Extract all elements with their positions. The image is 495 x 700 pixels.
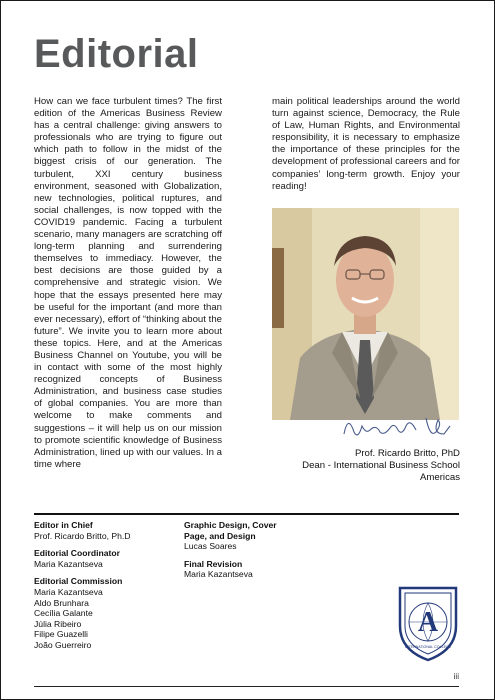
design-role-cont: Page, and Design (184, 530, 256, 541)
seal-letter: A (417, 607, 439, 638)
signatory-institution: Americas (420, 472, 460, 483)
section-divider (34, 513, 459, 515)
commission-member: Aldo Brunhara (34, 597, 89, 608)
commission-member: João Guerreiro (34, 639, 92, 650)
commission-member: Filipe Guazelli (34, 629, 88, 640)
commission-member: Júlia Ribeiro (34, 618, 82, 629)
portrait-illustration (272, 208, 459, 420)
signatory-name: Prof. Ricardo Britto, PhD (354, 448, 460, 459)
portrait-photo (272, 208, 459, 420)
staff-column-right (184, 520, 324, 580)
page-number: iii (453, 672, 459, 681)
coordinator-name: Maria Kazantseva (34, 558, 103, 569)
revision-name: Maria Kazantseva (184, 569, 253, 580)
commission-member: Maria Kazantseva (34, 586, 103, 597)
revision-role: Final Revision (184, 558, 243, 569)
footer-divider (34, 686, 459, 687)
seal-text: INTERNATIONAL COLLEGE (404, 645, 452, 649)
editor-in-chief-name: Prof. Ricardo Britto, Ph.D (34, 530, 131, 541)
design-role: Graphic Design, Cover (184, 520, 277, 530)
college-seal-logo (396, 582, 460, 662)
signatory-title: Dean - International Business School (302, 460, 460, 471)
handwritten-signature (340, 404, 460, 446)
signature-block (302, 448, 460, 484)
editorial-text-right: main political leaderships around the world turn against science, Democracy, the Rule of Law, Human Rights, and Environmental responsibility, it is necessary to emphasize the importance of these principles for the development of professional careers and for companies’ long-term growth. Enjoy your reading! (272, 96, 460, 192)
coordinator-role: Editorial Coordinator (34, 548, 120, 559)
editorial-text-left: How can we face turbulent times? The first edition of the Americas Business Review has a central challenge: giving answers to professionals who are trying to figure out which path to follow in the midst of the biggest crisis of our generation. The turbulent, XXI century business environment, seasoned with Globalization, new technologies, political ruptures, and social challenges, is now topped with the COVID19 pandemic. Facing a turbulent scenario, many managers are scratching off long-term planning and surrendering themselves to immediacy. However, the best decisions are those guided by a comprehensive and strategic vision. We hope that the essays presented here may be useful for the important (and more than ever necessary), effort of “thinking about the future”. We invite you to learn more about these topics. Here, and at the Americas Business Channel on Youtube, you will be in contact with some of the most highly recognized concepts of Business Administration, and business case studies of global companies. You are more than welcome to make comments and suggestions – it will help us on our mission to promote scientific knowledge of Business Administration, lined up with our values. In a time where (34, 96, 222, 470)
editor-in-chief-role: Editor in Chief (34, 520, 93, 530)
staff-column-left (34, 520, 184, 651)
page-title: Editorial (34, 32, 199, 76)
commission-member: Cecília Galante (34, 608, 93, 619)
commission-role: Editorial Commission (34, 576, 123, 587)
design-name: Lucas Soares (184, 541, 237, 552)
